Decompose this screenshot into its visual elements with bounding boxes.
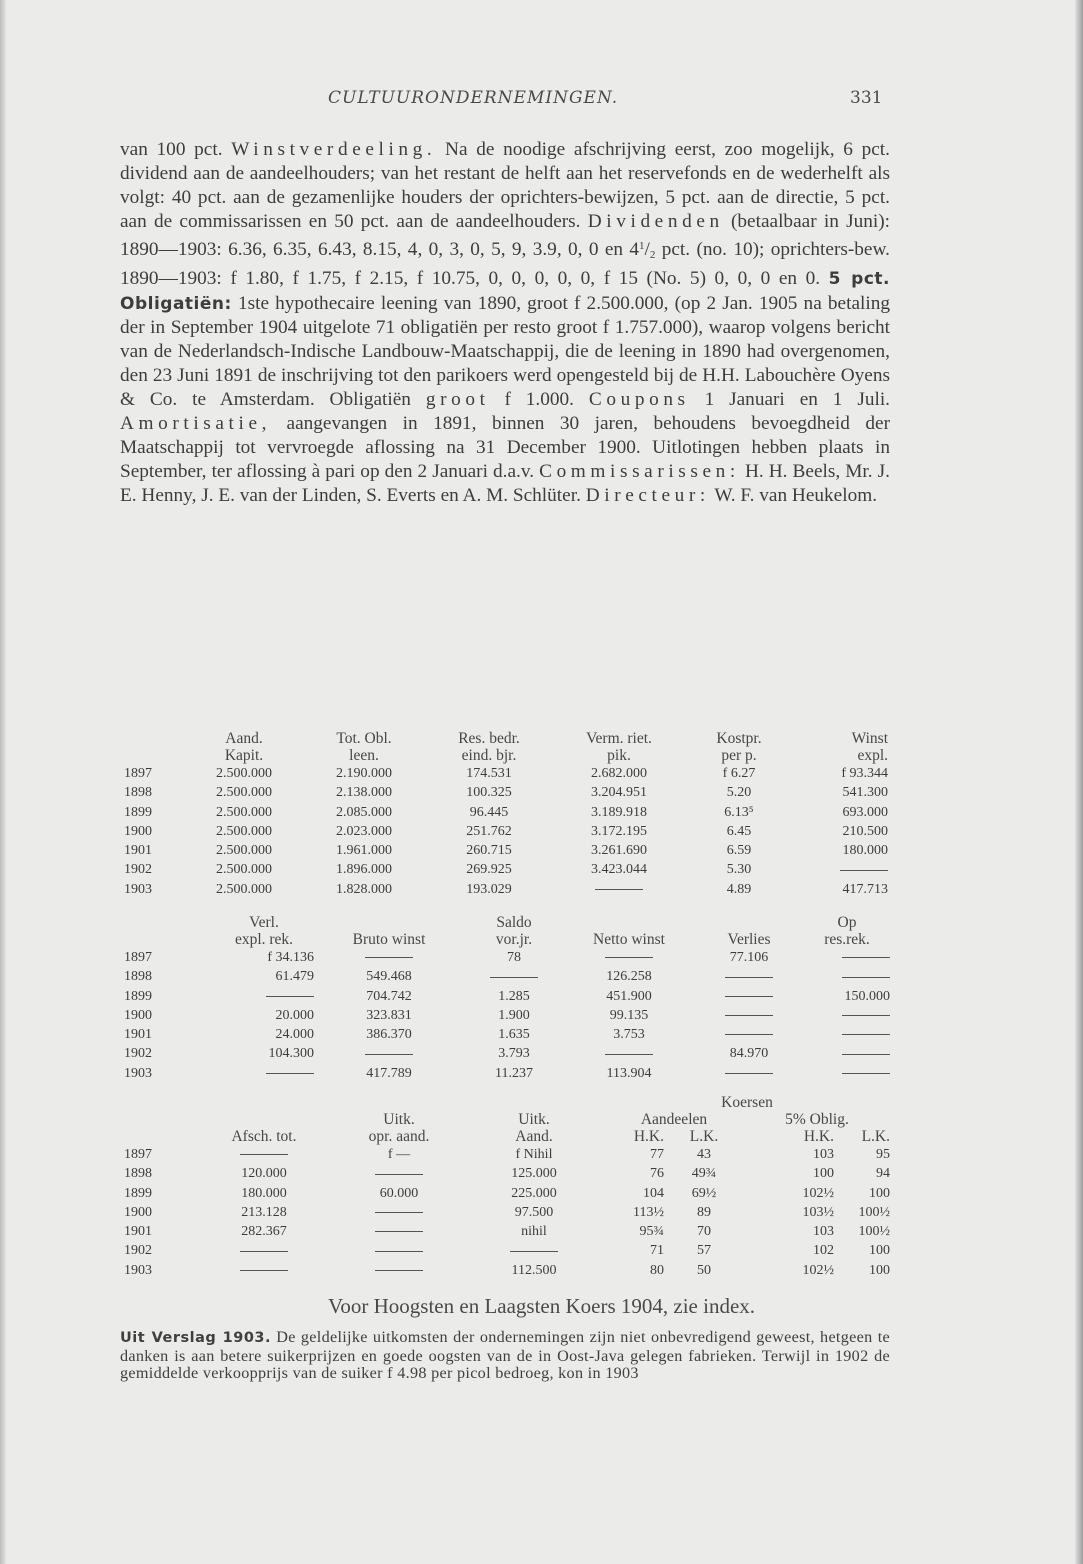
cell-obl-lk: 100: [869, 1243, 890, 1259]
cell-aand-lk: 89: [697, 1204, 711, 1220]
text-run: aangevangen in 1891, binnen 30 jaren, behoudens bevoegdheid der Maatschappij tot vervroegde aflossing na 31 December 1900. Uitlotingen hebben plaats in September, ter aflossing à pari op den 2 Januari d.a.v.: [120, 413, 890, 483]
text-run: Na de noodige afschrijving eerst, zoo mogelijk, 6 pct. dividend aan de aandeelhouders; van het restant de helft aan het reservefonds en de wederhelft als volgt: 40 pct. aan de gezamenlijke houders der oprichters-bewijzen, 5 pct. aan de directie, 5 pct. aan de commissarissen en 50 pct. aan de aandeelhouders.: [120, 139, 890, 233]
column-header: [124, 931, 214, 948]
dash-rule: [266, 1073, 314, 1074]
table-row: [124, 1044, 890, 1063]
column-header-netto-winst: [564, 914, 694, 931]
column-header: [124, 747, 184, 764]
cell-verlies: [694, 967, 804, 986]
heading-groot: groot: [425, 388, 490, 410]
cell-aand-kapit: 2.500.000: [216, 862, 272, 878]
cell-year: 1899: [124, 988, 152, 1004]
cell-year: 1897: [124, 766, 152, 781]
cell-bruto-winst: 386.370: [366, 1027, 412, 1043]
fraction-denominator: 2: [649, 249, 656, 262]
cell-res-bedr: 251.762: [466, 823, 512, 839]
cell-winst: [794, 860, 888, 879]
cell-op-res: [804, 967, 890, 986]
dash-rule: [365, 1054, 413, 1055]
dash-rule: [842, 957, 890, 958]
column-header-tot-obl: Tot. Obl.: [336, 730, 392, 747]
cell-op-res: [804, 1044, 890, 1063]
cell-obl-hk: 100: [813, 1166, 834, 1182]
cell-netto-winst: [564, 948, 694, 967]
column-header-winst: Winst: [851, 730, 888, 747]
dash-rule: [375, 1231, 423, 1232]
cell-year: 1903: [124, 1065, 152, 1081]
cell-saldo: [464, 967, 564, 986]
cell-verlies: [694, 1025, 804, 1044]
dash-rule: [240, 1251, 288, 1252]
table-row: [124, 1025, 890, 1044]
cell-uitk-opr: [334, 1203, 464, 1222]
page-number: 331: [850, 88, 883, 108]
dash-rule: [365, 957, 413, 958]
cell-res-bedr: 269.925: [466, 862, 512, 878]
cell-verl-expl: f 34.136: [267, 950, 314, 965]
cell-kostpr: 6.45: [726, 823, 752, 839]
cell-aand-kapit: 2.500.000: [216, 823, 272, 839]
cell-verm-riet: 3.261.690: [591, 843, 647, 859]
cell-obl-hk: 102½: [802, 1262, 834, 1278]
cell-year: 1897: [124, 1147, 152, 1162]
table-dividends-quotes: [124, 1094, 890, 1280]
cell-obl-hk: 103½: [802, 1204, 834, 1220]
table-profit-loss: [124, 914, 890, 1083]
cell-uitk-aand: 112.500: [511, 1262, 557, 1278]
cell-afsch: [194, 1241, 334, 1260]
cell-bruto-winst: 417.789: [366, 1065, 412, 1081]
cell-afsch: 180.000: [241, 1185, 287, 1201]
column-header-aand-lk: L.K.: [689, 1128, 719, 1145]
heading-amortisatie: Amortisatie,: [120, 413, 272, 435]
cell-res-bedr: 100.325: [466, 785, 512, 801]
cell-aand-hk: 76: [650, 1166, 664, 1182]
cell-verlies: 84.970: [729, 1046, 769, 1062]
cell-uitk-aand: 97.500: [514, 1204, 554, 1220]
cell-obl-lk: 100: [869, 1185, 890, 1201]
cell-aand-hk: 95¾: [639, 1224, 664, 1240]
table-row: [124, 783, 888, 802]
cell-verm-riet: 3.172.195: [591, 823, 647, 839]
table-row: [124, 1184, 890, 1203]
column-header-tot-obl: leen.: [349, 747, 379, 764]
dash-rule: [840, 870, 888, 871]
cell-aand-lk: 43: [697, 1147, 711, 1162]
cell-tot-obl: 2.023.000: [336, 823, 392, 839]
dash-rule: [266, 996, 314, 997]
cell-aand-kapit: 2.500.000: [216, 785, 272, 801]
cell-winst: 210.500: [842, 823, 888, 839]
cell-obl-hk: 103: [813, 1224, 834, 1240]
cell-year: 1900: [124, 1007, 152, 1023]
dash-rule: [510, 1251, 558, 1252]
dash-rule: [375, 1212, 423, 1213]
cell-tot-obl: 1.961.000: [336, 843, 392, 859]
column-header-verm-riet: Verm. riet.: [586, 730, 652, 747]
dash-rule: [595, 889, 643, 890]
table-row: [124, 967, 890, 986]
cell-verlies: [694, 1006, 804, 1025]
cell-year: 1899: [124, 804, 152, 820]
group-header-oblig: 5% Oblig.: [785, 1111, 849, 1128]
table-row: [124, 841, 888, 860]
cell-tot-obl: 1.896.000: [336, 862, 392, 878]
cell-year: 1897: [124, 950, 152, 965]
cell-netto-winst: 113.904: [606, 1065, 652, 1081]
group-header-aandeelen: Aandeelen: [640, 1111, 708, 1128]
cell-op-res: 150.000: [844, 988, 890, 1004]
cell-op-res: [804, 948, 890, 967]
cell-verl-expl: 24.000: [275, 1027, 314, 1043]
cell-aand-kapit: 2.500.000: [216, 804, 272, 820]
cell-obl-lk: 95: [876, 1147, 890, 1162]
cell-obl-lk: 100½: [858, 1204, 890, 1220]
cell-aand-hk: 104: [643, 1185, 664, 1201]
cell-afsch: 282.367: [241, 1224, 287, 1240]
cell-uitk-opr: f —: [387, 1147, 411, 1162]
text-run: 1ste hypothecaire leening van 1890, groot f 2.500.000, (op 2 Jan. 1905 na betaling der in September 1904 uitgelote 71 obligatiën per resto groot f 1.757.000), waarop volgens bericht van de Nederlandsch-Indische Landbouw-Maatschappij, die de leening in 1890 had overgenomen, den 23 Juni 1891 de inschrijving tot den parikoers werd opengesteld bij de H.H. Labouchère Oyens & Co. te Amsterdam. Obligatiën: [120, 292, 890, 410]
table-row: [124, 803, 888, 822]
cell-uitk-opr: [334, 1164, 464, 1183]
table-row: [124, 1006, 890, 1025]
cell-obl-hk: 102: [813, 1243, 834, 1259]
table-row: [124, 1261, 890, 1280]
cell-netto-winst: 451.900: [606, 988, 652, 1004]
page-edge-right: [1075, 0, 1083, 1564]
cell-bruto-winst: 704.742: [366, 988, 412, 1004]
heading-directeur: Directeur:: [585, 485, 710, 507]
text-run: f 1.000.: [504, 388, 574, 410]
cell-year: 1903: [124, 1262, 152, 1278]
table-row: [124, 987, 890, 1006]
table-header-row: [124, 747, 888, 764]
dash-rule: [725, 1073, 773, 1074]
column-header-kostpr: Kostpr.: [716, 730, 762, 747]
table-header-row: [124, 730, 888, 747]
cell-uitk-opr: 60.000: [379, 1185, 419, 1201]
cell-uitk-aand: f Nihil: [515, 1147, 553, 1162]
cell-aand-lk: 50: [697, 1262, 711, 1278]
cell-saldo: 78: [507, 950, 521, 965]
dash-rule: [842, 977, 890, 978]
cell-aand-hk: 113½: [633, 1204, 664, 1220]
cell-bruto-winst: 323.831: [366, 1007, 412, 1023]
table-header-row: [124, 1094, 890, 1111]
cell-winst: f 93.344: [841, 766, 888, 781]
column-header-verl-expl: expl. rek.: [234, 931, 294, 948]
column-header-aand-kapit: Aand.: [225, 730, 263, 747]
cell-year: 1901: [124, 1027, 152, 1043]
cell-tot-obl: 1.828.000: [336, 881, 392, 897]
cell-verl-expl: 20.000: [275, 1007, 314, 1023]
column-header-aand-kapit: Kapit.: [224, 747, 264, 764]
dash-rule: [375, 1251, 423, 1252]
running-title: CULTUURONDERNEMINGEN.: [328, 88, 619, 108]
dash-rule: [375, 1174, 423, 1175]
column-header-verlies: [694, 914, 804, 931]
cell-kostpr: 4.89: [726, 881, 752, 897]
column-header-op-res: Op: [837, 914, 857, 931]
column-header-uitk-opr: Uitk.: [383, 1111, 415, 1128]
cell-aand-kapit: 2.500.000: [216, 766, 272, 781]
cell-year: 1898: [124, 1166, 152, 1182]
cell-afsch: 213.128: [241, 1204, 287, 1220]
cell-verm-riet: 2.682.000: [591, 766, 647, 781]
text-run: van 100 pct.: [120, 139, 223, 160]
text-run: H. H. Beels, Mr. J. E. Henny, J. E. van der Linden, S. Everts en A. M. Schlüter.: [120, 461, 890, 507]
cell-saldo: 1.635: [498, 1027, 530, 1043]
heading-obligatien: 5 pct. Obligatiën:: [120, 269, 891, 314]
dash-rule: [842, 1073, 890, 1074]
cell-verlies: [694, 987, 804, 1006]
heading-uit-verslag: Uit Verslag 1903.: [120, 1330, 272, 1346]
text-run: (betaalbaar in Juni): 1890—1903: 6.36, 6.35, 6.43, 8.15, 4, 0, 3, 0, 5, 9, 3.9, 0, 0 en 4: [120, 211, 891, 261]
table-row: [124, 1145, 890, 1164]
cell-tot-obl: 2.138.000: [336, 785, 392, 801]
column-header-bruto-winst: [314, 914, 464, 931]
table-row: [124, 1203, 890, 1222]
column-header-verl-expl: Verl.: [249, 914, 279, 931]
page-edge-left: [0, 0, 6, 1564]
column-header-kostpr: per p.: [721, 747, 757, 764]
table-capital: [124, 730, 888, 899]
column-header-uitk-opr: opr. aand.: [368, 1128, 430, 1145]
heading-commissarissen: Commissarissen:: [539, 461, 740, 483]
cell-verl-expl: 104.300: [268, 1046, 314, 1062]
cell-year: 1902: [124, 1243, 152, 1259]
dash-rule: [240, 1154, 288, 1155]
cell-uitk-opr: [334, 1241, 464, 1260]
cell-tot-obl: 2.085.000: [336, 804, 392, 820]
fraction-numerator: 1: [639, 240, 645, 253]
heading-coupons: Coupons: [588, 388, 690, 410]
cell-aand-lk: 57: [697, 1243, 711, 1259]
cell-obl-hk: 102½: [802, 1185, 834, 1201]
verslag-paragraph: [120, 1329, 890, 1383]
text-run: De geldelijke uitkomsten der ondernemingen zijn niet onbevredigend geweest, hetgeen te danken is aan betere suikerprijzen en goede oogsten van de in Oost-Java gelegen fabrieken. Terwijl in 1902 de gemiddelde verkoopprijs van de suiker f 4.98 per picol bedroeg, kon in 1903: [120, 1328, 890, 1383]
cell-netto-winst: 126.258: [606, 969, 652, 985]
cell-verm-riet: 3.204.951: [591, 785, 647, 801]
cell-netto-winst: 99.135: [609, 1007, 649, 1023]
cell-op-res: [804, 1006, 890, 1025]
cell-uitk-opr: [334, 1222, 464, 1241]
dash-rule: [842, 1034, 890, 1035]
cell-aand-kapit: 2.500.000: [216, 843, 272, 859]
table-row: [124, 764, 888, 783]
cell-tot-obl: 2.190.000: [336, 766, 392, 781]
cell-winst: 180.000: [842, 843, 888, 859]
cell-saldo: 11.237: [495, 1065, 533, 1081]
cell-year: 1900: [124, 823, 152, 839]
dash-rule: [240, 1270, 288, 1271]
cell-aand-hk: 71: [650, 1243, 664, 1259]
cell-verm-riet: [554, 880, 684, 899]
cell-uitk-aand: 225.000: [511, 1185, 557, 1201]
cell-kostpr: 6.13⁵: [724, 804, 754, 820]
cell-res-bedr: 260.715: [466, 843, 512, 859]
column-header-op-res: res.rek.: [824, 931, 870, 948]
table-row: [124, 860, 888, 879]
dash-rule: [725, 996, 773, 997]
column-header-verm-riet: pik.: [607, 747, 631, 764]
cell-saldo: 3.793: [498, 1046, 530, 1062]
column-header-obl-lk: L.K.: [861, 1128, 890, 1145]
cell-aand-lk: 49¾: [691, 1166, 717, 1182]
column-header-uitk-aand: Uitk.: [518, 1111, 550, 1128]
table-row: [124, 880, 888, 899]
dash-rule: [842, 1054, 890, 1055]
table-header-row: [124, 914, 890, 931]
cell-res-bedr: 174.531: [466, 766, 512, 781]
cell-year: 1898: [124, 969, 152, 985]
table-row: [124, 1164, 890, 1183]
cell-saldo: 1.285: [498, 988, 530, 1004]
cell-verlies: [694, 1064, 804, 1083]
cell-obl-lk: 100½: [858, 1224, 890, 1240]
column-header-verlies: Verlies: [727, 931, 771, 948]
column-header-saldo: Saldo: [496, 914, 532, 931]
cell-year: 1901: [124, 1224, 152, 1240]
cell-op-res: [804, 1064, 890, 1083]
cell-netto-winst: [564, 1044, 694, 1063]
cell-year: 1898: [124, 785, 152, 801]
cell-uitk-aand: 125.000: [511, 1166, 557, 1182]
column-header-bruto-winst: Bruto winst: [352, 931, 426, 948]
cell-verl-expl: [214, 987, 314, 1006]
cell-year: 1901: [124, 843, 152, 859]
cell-aand-hk: 77: [650, 1147, 664, 1162]
cell-year: 1899: [124, 1185, 152, 1201]
cell-aand-hk: 80: [650, 1262, 664, 1278]
text-run: W. F. van Heukelom.: [714, 485, 878, 507]
cell-netto-winst: 3.753: [613, 1027, 645, 1043]
text-run: 1 Januari en 1 Juli.: [704, 388, 891, 410]
cell-year: 1902: [124, 862, 152, 878]
cell-aand-lk: 70: [697, 1224, 711, 1240]
running-head: [0, 88, 1083, 116]
table-row: [124, 1222, 890, 1241]
table-header-row: [124, 931, 890, 948]
dash-rule: [725, 977, 773, 978]
dash-rule: [725, 1015, 773, 1016]
cell-afsch: 120.000: [241, 1166, 287, 1182]
cell-obl-lk: 94: [876, 1166, 890, 1182]
body-paragraph: van 100 pct. Winstverdeeling. Na de noodige afschrijving eerst, zoo mogelijk, 6 pct. dividend aan de aandeelhouders; van het restant de helft aan het reservefonds en de wederhelft als volgt: 40 pct. aan de gezamenlijke houders der oprichters-bewijzen, 5 pct. aan de directie, 5 pct. aan de commissarissen en 50 pct. aan de aandeelhouders. Dividenden (betaalbaar in Juni): 1890—1903: 6.36, 6.35, 6.43, 8.15, 4, 0, 3, 0, 5, 9, 3.9, 0, 0 en $4^1/_2$ pct. (no. 10); oprichters-bew. 1890—1903: f 1.80, f 1.75, f 2.15, f 10.75, 0, 0, 0, 0, 0, f 15 (No. 5) 0, 0, 0 en 0. 5 pct. Obligatiën: 1ste hypothecaire leening van 1890, groot f 2.500.000, (op 2 Jan. 1905 na betaling der in September 1904 uitgelote 71 obligatiën per resto groot f 1.757.000), waarop volgens bericht van de Nederlandsch-Indische Landbouw-Maatschappij, die de leening in 1890 had overgenomen, den 23 Juni 1891 de inschrijving tot den parikoers werd opengesteld bij de H.H. Labouchère Oyens & Co. te Amsterdam. Obligatiën groot f 1.000. Coupons 1 Januari en 1 Juli. Amortisatie, aangevangen in 1891, binnen 30 jaren, behoudens bevoegdheid der Maatschappij tot vervroegde aflossing na 31 December 1900. Uitlotingen hebben plaats in September, ter aflossing à pari op den 2 Januari d.a.v. Commissarissen: H. H. Beels, Mr. J. E. Henny, J. E. van der Linden, S. Everts en A. M. Schlüter. Directeur: W. F. van Heukelom.: [120, 139, 891, 507]
dash-rule: [605, 957, 653, 958]
table-header-row: [124, 1111, 890, 1128]
cell-uitk-aand: [464, 1241, 604, 1260]
cell-bruto-winst: 549.468: [366, 969, 412, 985]
cell-uitk-opr: [334, 1261, 464, 1280]
column-header-netto-winst: Netto winst: [593, 931, 665, 948]
table-header-row: [124, 1128, 890, 1145]
column-header-afsch: Afsch. tot.: [231, 1128, 297, 1145]
cell-verlies: 77.106: [729, 950, 769, 965]
cell-year: 1900: [124, 1204, 152, 1220]
cell-res-bedr: 193.029: [466, 881, 512, 897]
cell-winst: 417.713: [842, 881, 888, 897]
cell-bruto-winst: [314, 948, 464, 967]
cell-afsch: [194, 1145, 334, 1164]
dash-rule: [605, 1054, 653, 1055]
heading-winstverdeeling: Winstverdeeling.: [231, 139, 437, 160]
cell-verl-expl: 61.479: [275, 969, 314, 985]
cell-kostpr: 5.30: [726, 862, 752, 878]
cell-kostpr: f 6.27: [722, 766, 756, 781]
cell-verm-riet: 3.189.918: [591, 804, 647, 820]
column-header: [124, 914, 214, 931]
index-note: Voor Hoogsten en Laagsten Koers 1904, zie index.: [327, 1294, 756, 1318]
cell-winst: 541.300: [842, 785, 888, 801]
cell-aand-lk: 69½: [691, 1185, 717, 1201]
cell-year: 1903: [124, 881, 152, 897]
column-header-obl-hk: H.K.: [803, 1128, 834, 1145]
heading-dividenden: Dividenden: [587, 211, 724, 233]
cell-kostpr: 6.59: [726, 843, 752, 859]
cell-winst: 693.000: [842, 804, 888, 820]
column-header-aand-hk: H.K.: [633, 1128, 664, 1145]
column-header: [124, 730, 184, 747]
table-row: [124, 1241, 890, 1260]
table-row: [124, 1064, 890, 1083]
column-header-uitk-aand: Aand.: [515, 1128, 553, 1145]
text-run: pct. (no. 10); oprichters-bew. 1890—1903: f 1.80, f 1.75, f 2.15, f 10.75, 0, 0, 0, 0, 0, f 15 (No. 5) 0, 0, 0 en 0.: [120, 239, 890, 290]
column-header-saldo: vor.jr.: [495, 931, 533, 948]
cell-bruto-winst: [314, 1044, 464, 1063]
cell-op-res: [804, 1025, 890, 1044]
table-row: [124, 822, 888, 841]
cell-uitk-aand: nihil: [521, 1224, 547, 1240]
column-header-res-bedr: eind. bjr.: [461, 747, 517, 764]
cell-year: 1902: [124, 1046, 152, 1062]
table-row: [124, 948, 890, 967]
cell-kostpr: 5.20: [726, 785, 752, 801]
cell-verl-expl: [214, 1064, 314, 1083]
cell-obl-lk: 100: [869, 1262, 890, 1278]
group-header-koersen: Koersen: [721, 1094, 773, 1111]
column-header-winst: expl.: [857, 747, 888, 764]
cell-res-bedr: 96.445: [469, 804, 509, 820]
cell-afsch: [194, 1261, 334, 1280]
dash-rule: [375, 1270, 423, 1271]
cell-verm-riet: 3.423.044: [591, 862, 647, 878]
cell-aand-kapit: 2.500.000: [216, 881, 272, 897]
column-header-res-bedr: Res. bedr.: [458, 730, 520, 747]
cell-saldo: 1.900: [498, 1007, 530, 1023]
dash-rule: [725, 1034, 773, 1035]
dash-rule: [842, 1015, 890, 1016]
dash-rule: [490, 977, 538, 978]
cell-obl-hk: 103: [813, 1147, 834, 1162]
